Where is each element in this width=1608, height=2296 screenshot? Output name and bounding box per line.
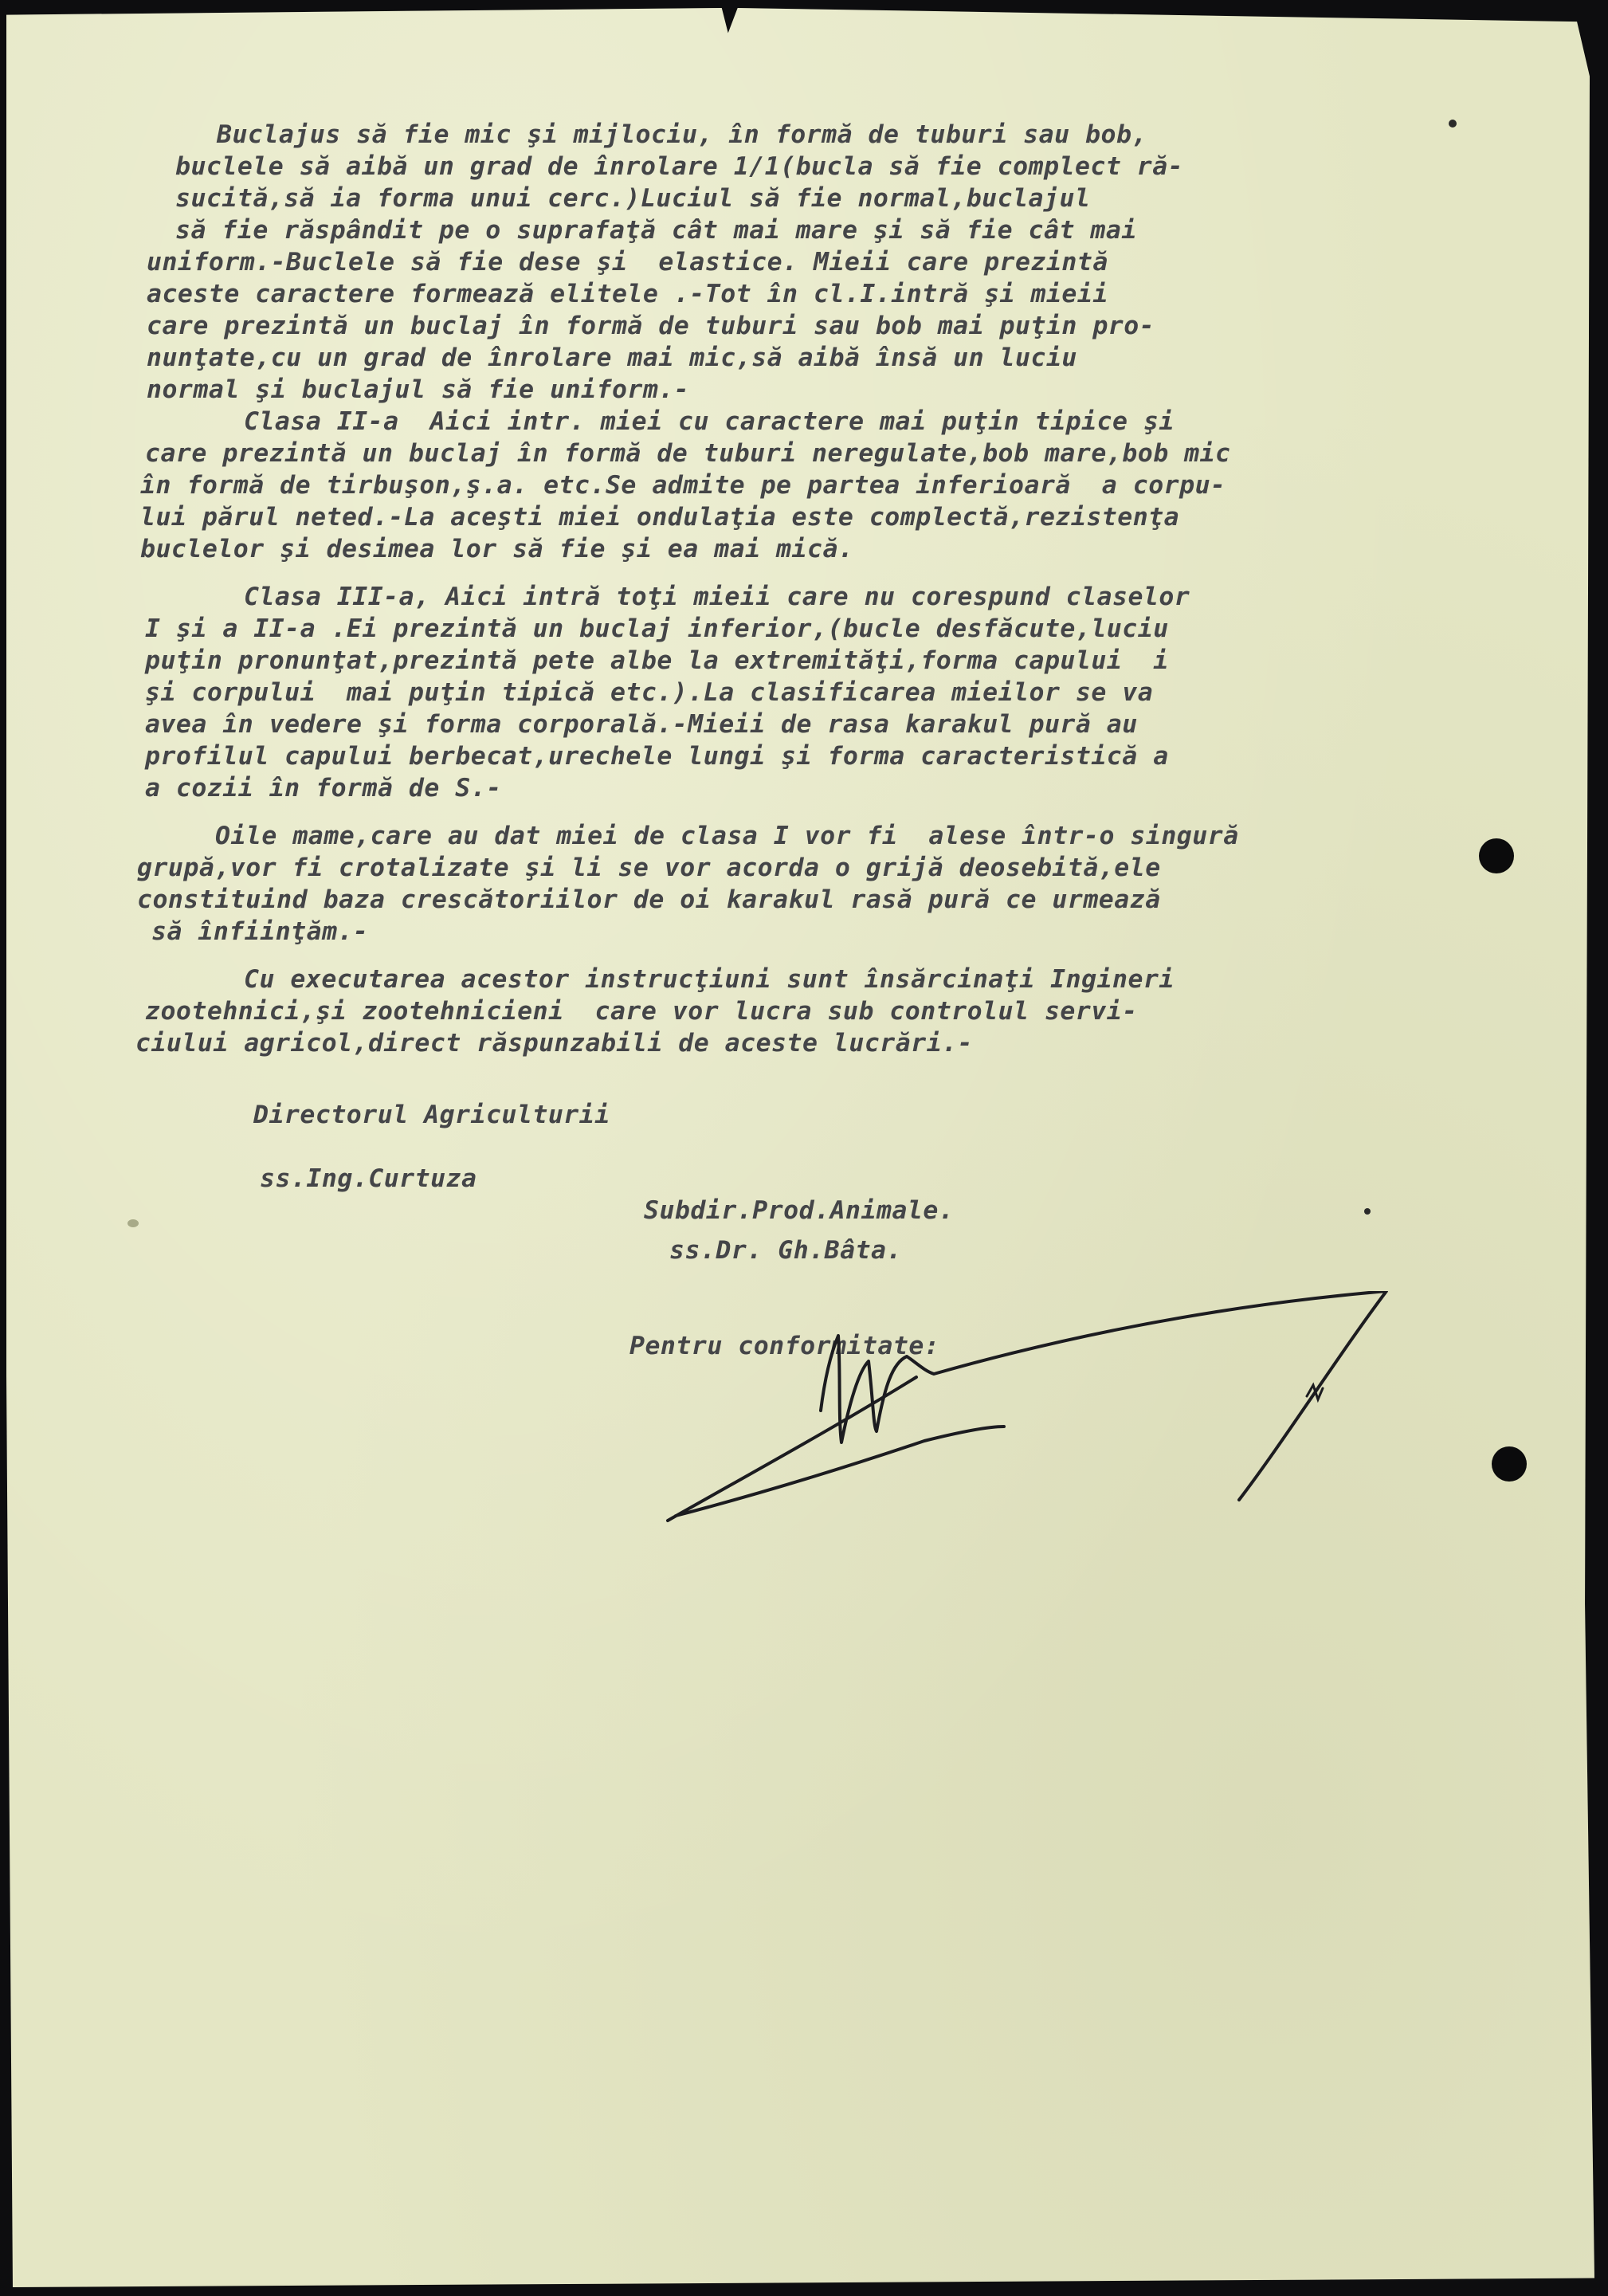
body-line: Clasa III-a, Aici intră toţi mieii care nu corespund claselor — [244, 583, 1190, 611]
body-line: nunţate,cu un grad de înrolare mai mic,să aibă însă un luciu — [147, 343, 1077, 372]
body-line: şi corpului mai puţin tipică etc.).La clasificarea mieilor se va — [145, 678, 1154, 707]
body-line: avea în vedere şi forma corporală.-Mieii de rasa karakul pură au — [145, 710, 1138, 739]
punch-hole — [1492, 1446, 1527, 1482]
director-signature: ss.Ing.Curtuza — [260, 1164, 477, 1193]
body-line: ciului agricol,direct răspunzabili de aceste lucrări.- — [135, 1029, 974, 1058]
body-line: Clasa II-a Aici intr. miei cu caractere mai puţin tipice şi — [244, 407, 1175, 436]
director-title: Directorul Agriculturii — [253, 1101, 610, 1129]
subdirector-signature: ss.Dr. Gh.Bâta. — [669, 1236, 902, 1265]
body-line: care prezintă un buclaj în formă de tuburi neregulate,bob mare,bob mic — [145, 439, 1231, 468]
subdirector-title: Subdir.Prod.Animale. — [644, 1196, 955, 1225]
body-line: Cu executarea acestor instrucţiuni sunt însărcinaţi Ingineri — [244, 965, 1175, 994]
body-line: zootehnici,şi zootehnicieni care vor lucra sub controlul servi- — [145, 997, 1138, 1026]
ink-speck — [1449, 120, 1457, 128]
body-line: I şi a II-a .Ei prezintă un buclaj inferior,(bucle desfăcute,luciu — [145, 614, 1169, 643]
body-line: uniform.-Buclele să fie dese şi elastice. Mieii care prezintă — [147, 248, 1108, 277]
body-line: aceste caractere formează elitele .-Tot în cl.I.intră şi mieii — [147, 280, 1108, 308]
punch-hole — [1479, 838, 1514, 873]
body-line: să înfiinţăm.- — [151, 917, 369, 946]
body-line: profilul capului berbecat,urechele lungi şi forma caracteristică a — [145, 742, 1169, 771]
body-line: a cozii în formă de S.- — [145, 774, 502, 803]
paper-stain — [127, 1219, 139, 1227]
body-line: sucită,să ia forma unui cerc.)Luciul să fie normal,buclajul — [175, 184, 1091, 213]
body-line: buclelor şi desimea lor să fie şi ea mai mică. — [140, 535, 854, 563]
body-line: constituind baza crescătoriilor de oi karakul rasă pură ce urmează — [137, 885, 1161, 914]
body-line: grupă,vor fi crotalizate şi li se vor acorda o grijă deosebită,ele — [137, 854, 1161, 882]
body-line: Buclajus să fie mic şi mijlociu, în formă de tuburi sau bob, — [217, 120, 1147, 149]
body-line: normal şi buclajul să fie uniform.- — [147, 375, 690, 404]
body-line: să fie răspândit pe o suprafaţă cât mai mare şi să fie cât mai — [175, 216, 1137, 245]
body-line: în formă de tirbuşon,ş.a. etc.Se admite pe partea inferioară a corpu- — [140, 471, 1226, 500]
body-line: care prezintă un buclaj în formă de tuburi sau bob mai puţin pro- — [147, 312, 1155, 340]
conformity-label: Pentru conformitate: — [629, 1332, 940, 1360]
body-line: buclele să aibă un grad de înrolare 1/1(bucla să fie complect ră- — [175, 152, 1184, 181]
handwritten-signature — [653, 1291, 1402, 1538]
body-line: lui părul neted.-La aceşti miei ondulaţia este complectă,rezistenţa — [140, 503, 1180, 532]
ink-speck — [1364, 1208, 1371, 1215]
body-line: Oile mame,care au dat miei de clasa I vor fi alese într-o singură — [215, 822, 1239, 850]
body-line: puţin pronunţat,prezintă pete albe la extremităţi,forma capului i — [145, 646, 1169, 675]
